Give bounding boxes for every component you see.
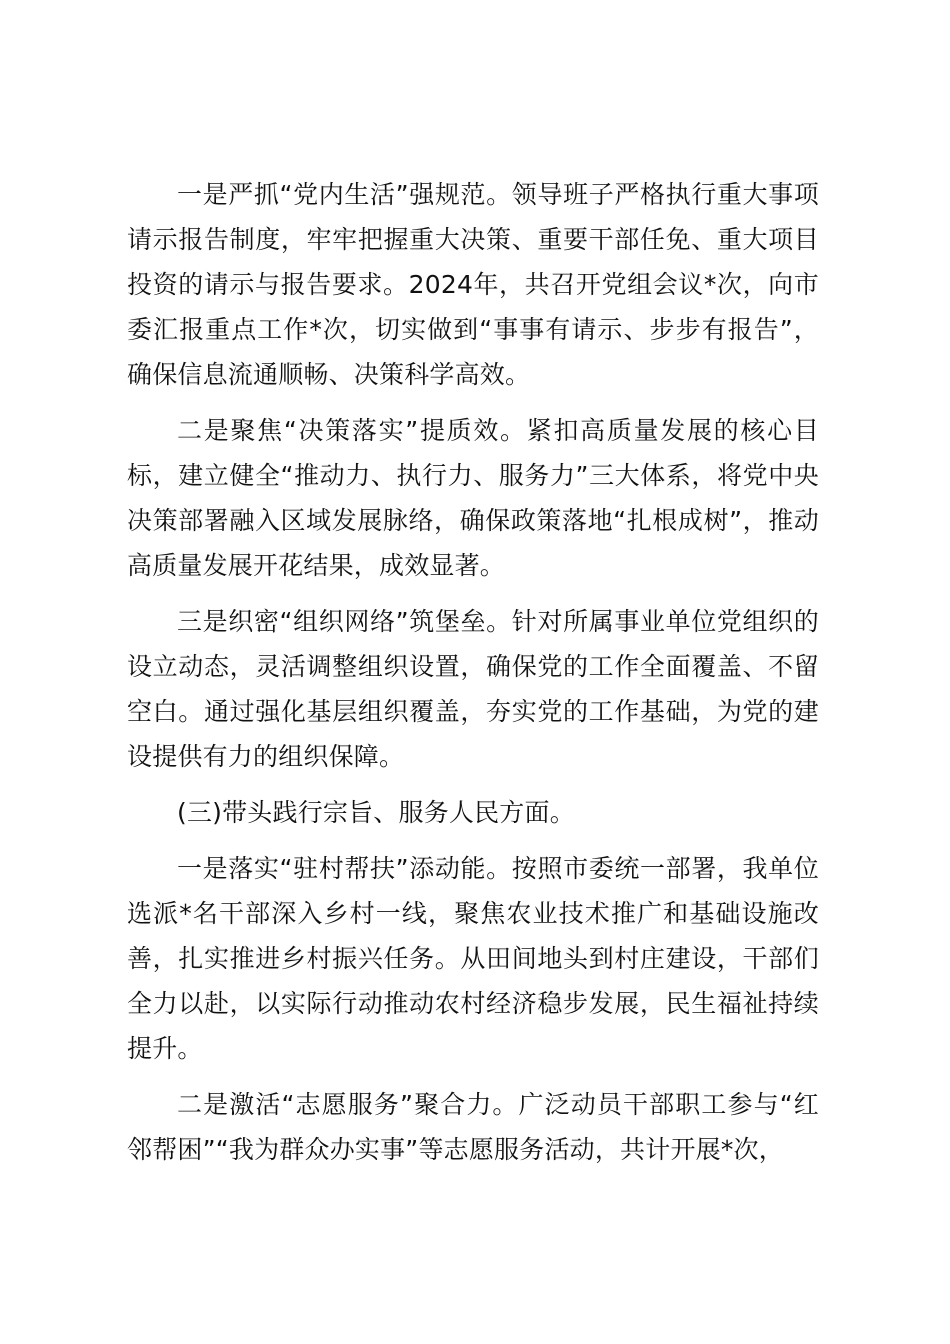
paragraph-village-assistance: 一是落实“驻村帮扶”添动能。按照市委统一部署，我单位选派*名干部深入乡村一线，聚焦农业技术推广和基础设施改善，扎实推进乡村振兴任务。从田间地头到村庄建设，干部们全力以赴，以实际行动推动农村经济稳步发展，民生福祉持续提升。 [127, 854, 819, 1063]
section-heading-serve-people: (三)带头践行宗旨、服务人民方面。 [177, 798, 575, 827]
paragraph-volunteer-service: 二是激活“志愿服务”聚合力。广泛动员干部职工参与“红邻帮困”“我为群众办实事”等志愿服务活动，共计开展*次， [127, 1090, 819, 1164]
paragraph-decision-implementation: 二是聚焦“决策落实”提质效。紧扣高质量发展的核心目标，建立健全“推动力、执行力、服务力”三大体系，将党中央决策部署融入区域发展脉络，确保政策落地“扎根成树”，推动高质量发展开花结果，成效显著。 [127, 416, 819, 580]
paragraph-organization-network: 三是织密“组织网络”筑堡垒。针对所属事业单位党组织的设立动态，灵活调整组织设置，确保党的工作全面覆盖、不留空白。通过强化基层组织覆盖，夯实党的工作基础，为党的建设提供有力的组织保障。 [127, 607, 819, 771]
paragraph-strict-party-life: 一是严抓“党内生活”强规范。领导班子严格执行重大事项请示报告制度，牢牢把握重大决策、重要干部任免、重大项目投资的请示与报告要求。2024年，共召开党组会议*次，向市委汇报重点工作*次，切实做到“事事有请示、步步有报告”，确保信息流通顺畅、决策科学高效。 [127, 180, 819, 389]
document-body [127, 172, 819, 1183]
